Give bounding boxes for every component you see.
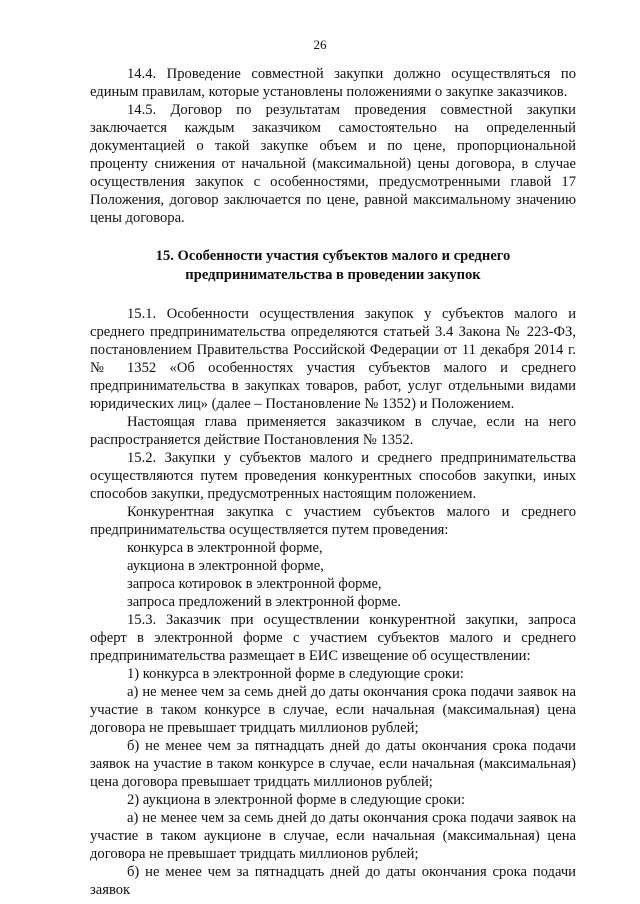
method-item: запроса предложений в электронной форме. [127, 594, 401, 610]
paragraph-item-2a: а) не менее чем за семь дней до даты окончания срока подачи заявок на участие в таком аукционе в случае, если начальная (максимальная) цена договора не превышает тридцать миллионов рублей; [90, 810, 576, 862]
paragraph-item-1b: б) не менее чем за пятнадцать дней до даты окончания срока подачи заявок на участие в таком конкурсе в случае, если начальная (максимальная) цена договора превышает тридцать миллионов рублей; [90, 738, 576, 790]
paragraph-item-2: 2) аукциона в электронной форме в следующие сроки: [127, 792, 466, 808]
page-number: 26 [313, 37, 327, 52]
paragraph-15-3: 15.3. Заказчик при осуществлении конкурентной закупки, запроса оферт в электронной форме с участием субъектов малого и среднего предпринимательства размещает в ЕИС извещение об осуществлении: [90, 612, 576, 664]
method-item: конкурса в электронной форме, [127, 540, 323, 556]
document-body [90, 65, 576, 899]
paragraph-item-1: 1) конкурса в электронной форме в следующие сроки: [127, 666, 464, 682]
paragraph-15-1: 15.1. Особенности осуществления закупок у субъектов малого и среднего предпринимательства определяются статьей 3.4 Закона № 223-ФЗ, постановлением Правительства Российской Федерации от 11 декабря 2014 г. № 1352 «Об особенностях участия субъектов малого и среднего предпринимательства в закупках товаров, работ, услуг отдельными видами юридических лиц» (далее – Постановление № 1352) и Положением. [90, 306, 576, 412]
paragraph-competitive: Конкурентная закупка с участием субъектов малого и среднего предпринимательства осуществляется путем проведения: [90, 504, 576, 538]
paragraph-item-2b: б) не менее чем за пятнадцать дней до даты окончания срока подачи заявок [90, 864, 576, 898]
paragraph-14-4: 14.4. Проведение совместной закупки должно осуществляться по единым правилам, которые установлены положениями о закупке заказчиков. [90, 66, 576, 100]
method-item: аукциона в электронной форме, [127, 558, 324, 574]
paragraph-15-2: 15.2. Закупки у субъектов малого и среднего предпринимательства осуществляются путем проведения конкурентных способов закупки, иных способов закупки, предусмотренных настоящим положением. [90, 450, 576, 502]
paragraph-scope: Настоящая глава применяется заказчиком в случае, если на него распространяется действие Постановления № 1352. [90, 414, 576, 448]
section-15-heading: 15. Особенности участия субъектов малого и среднего предпринимательства в проведении закупок [155, 248, 511, 283]
method-item: запроса котировок в электронной форме, [127, 576, 382, 592]
paragraph-item-1a: а) не менее чем за семь дней до даты окончания срока подачи заявок на участие в таком конкурсе в случае, если начальная (максимальная) цена договора не превышает тридцать миллионов рублей; [90, 684, 576, 736]
paragraph-14-5: 14.5. Договор по результатам проведения совместной закупки заключается каждым заказчиком самостоятельно на определенный документацией о такой закупке объем и по цене, пропорциональной проценту снижения от начальной (максимальной) цены договора, в случае осуществления закупок с особенностями, предусмотренными главой 17 Положения, договор заключается по цене, равной максимальному значению цены договора. [90, 102, 576, 226]
